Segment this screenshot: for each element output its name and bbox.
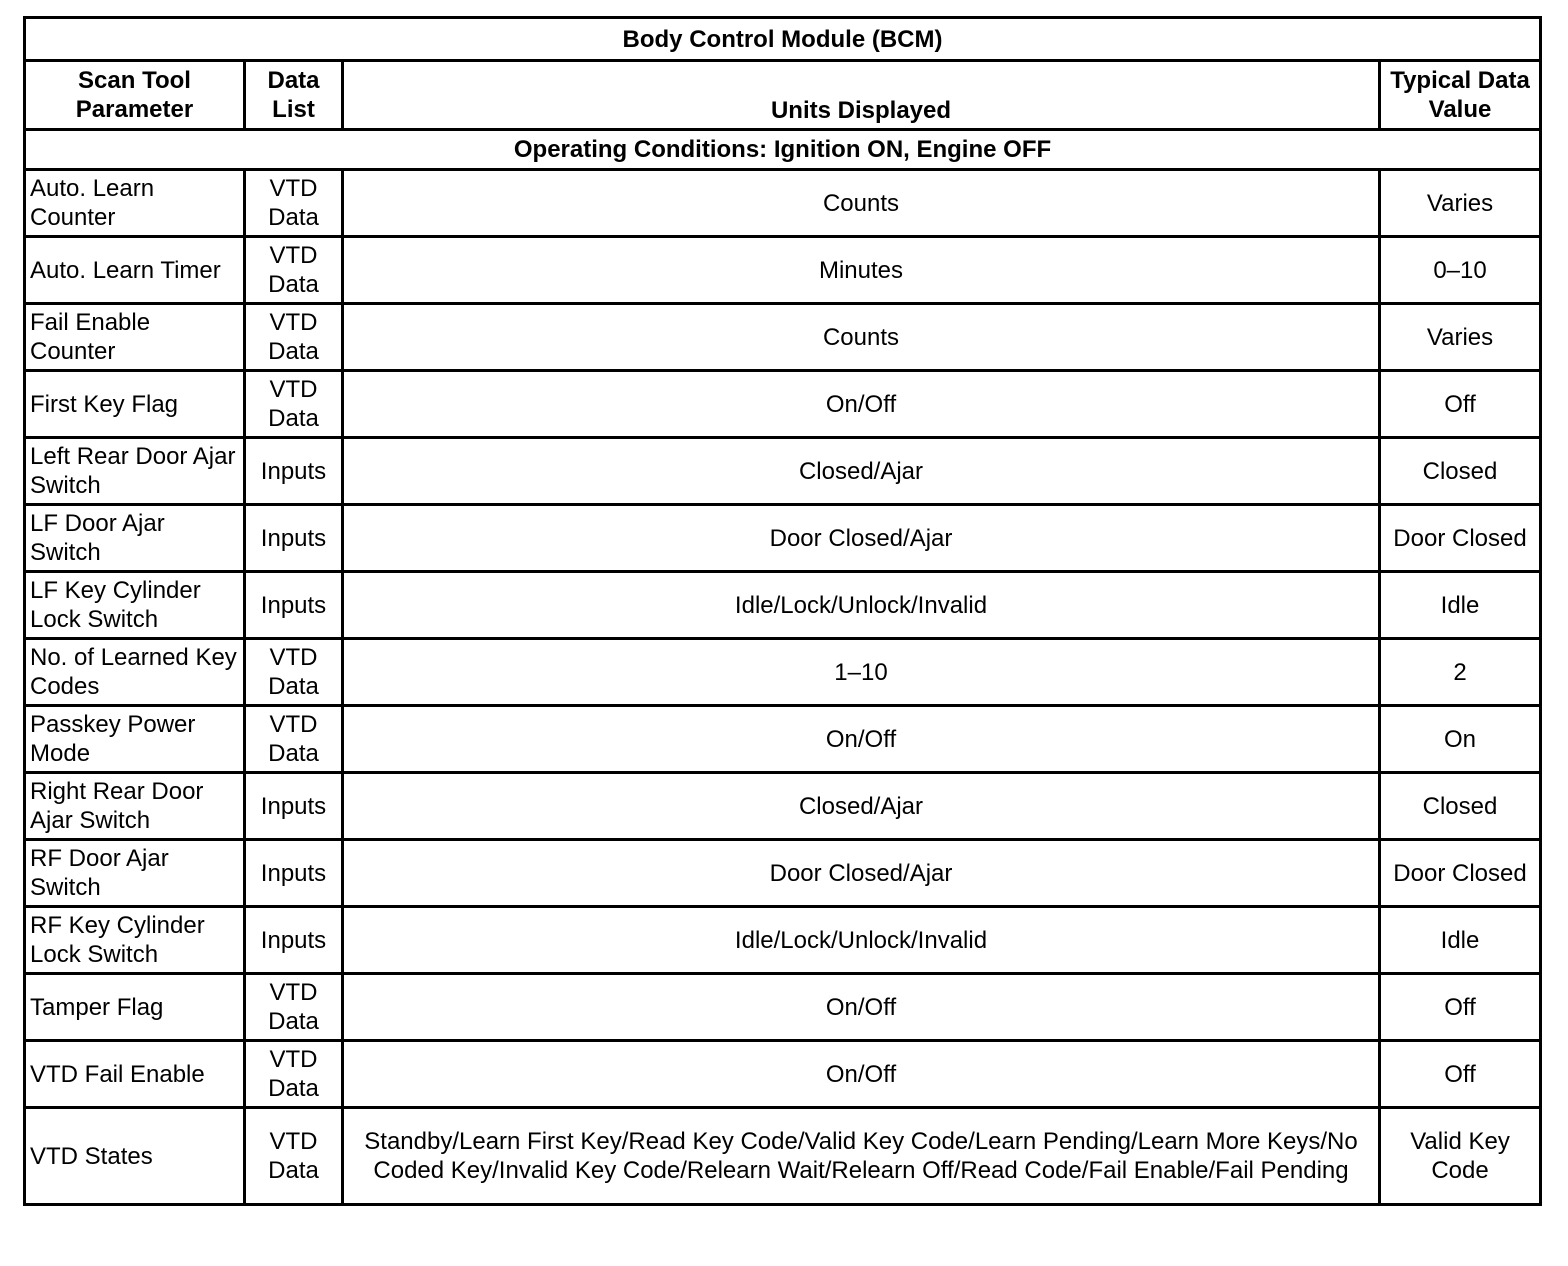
header-scan-tool-parameter: Scan Tool Parameter [25,61,245,130]
data-list-cell: VTD Data [245,371,343,438]
typical-value-cell: Off [1380,974,1541,1041]
units-displayed-cell: On/Off [343,974,1380,1041]
table-row [25,505,1541,572]
data-list-cell: Inputs [245,907,343,974]
units-displayed-cell: Standby/Learn First Key/Read Key Code/Valid Key Code/Learn Pending/Learn More Keys/No Coded Key/Invalid Key Code/Relearn Wait/Relearn Off/Read Code/Fail Enable/Fail Pending [343,1108,1380,1205]
data-list-cell: Inputs [245,773,343,840]
typical-value-cell: Idle [1380,572,1541,639]
parameter-cell: Auto. Learn Timer [25,237,245,304]
typical-value-cell: Varies [1380,304,1541,371]
units-displayed-cell: Door Closed/Ajar [343,505,1380,572]
table-row [25,773,1541,840]
units-displayed-cell: Minutes [343,237,1380,304]
table-row [25,170,1541,237]
parameter-cell: VTD States [25,1108,245,1205]
units-displayed-cell: Idle/Lock/Unlock/Invalid [343,907,1380,974]
header-units-displayed: Units Displayed [343,61,1380,130]
data-list-cell: Inputs [245,438,343,505]
typical-value-cell: Off [1380,1041,1541,1108]
data-list-cell: Inputs [245,572,343,639]
parameter-cell: Passkey Power Mode [25,706,245,773]
typical-value-cell: Off [1380,371,1541,438]
operating-conditions: Operating Conditions: Ignition ON, Engine OFF [25,130,1541,170]
typical-value-cell: Closed [1380,438,1541,505]
units-displayed-cell: 1–10 [343,639,1380,706]
table-row [25,974,1541,1041]
table-row [25,1108,1541,1205]
data-list-cell: VTD Data [245,170,343,237]
parameter-cell: LF Door Ajar Switch [25,505,245,572]
units-displayed-cell: Counts [343,170,1380,237]
data-list-cell: VTD Data [245,706,343,773]
typical-value-cell: 0–10 [1380,237,1541,304]
typical-value-cell: Door Closed [1380,840,1541,907]
table-title-row [25,18,1541,61]
parameter-cell: RF Key Cylinder Lock Switch [25,907,245,974]
table-row [25,706,1541,773]
parameter-cell: No. of Learned Key Codes [25,639,245,706]
parameter-cell: Auto. Learn Counter [25,170,245,237]
units-displayed-cell: Counts [343,304,1380,371]
table-row [25,1041,1541,1108]
typical-value-cell: Idle [1380,907,1541,974]
table-row [25,639,1541,706]
table-body [25,170,1541,1205]
typical-value-cell: 2 [1380,639,1541,706]
data-list-cell: Inputs [245,840,343,907]
typical-value-cell: Closed [1380,773,1541,840]
typical-value-cell: On [1380,706,1541,773]
table-row [25,237,1541,304]
units-displayed-cell: Door Closed/Ajar [343,840,1380,907]
parameter-cell: VTD Fail Enable [25,1041,245,1108]
parameter-cell: First Key Flag [25,371,245,438]
table-row [25,572,1541,639]
units-displayed-cell: On/Off [343,1041,1380,1108]
typical-value-cell: Door Closed [1380,505,1541,572]
parameter-cell: Tamper Flag [25,974,245,1041]
units-displayed-cell: Closed/Ajar [343,438,1380,505]
table-row [25,438,1541,505]
units-displayed-cell: On/Off [343,371,1380,438]
data-list-cell: Inputs [245,505,343,572]
units-displayed-cell: Closed/Ajar [343,773,1380,840]
typical-value-cell: Valid Key Code [1380,1108,1541,1205]
table-row [25,840,1541,907]
table-row [25,371,1541,438]
data-list-cell: VTD Data [245,974,343,1041]
units-displayed-cell: Idle/Lock/Unlock/Invalid [343,572,1380,639]
table-title: Body Control Module (BCM) [25,18,1541,61]
parameter-cell: LF Key Cylinder Lock Switch [25,572,245,639]
units-displayed-cell: On/Off [343,706,1380,773]
data-list-cell: VTD Data [245,1041,343,1108]
data-list-cell: VTD Data [245,1108,343,1205]
bcm-data-table [23,16,1542,1206]
header-data-list: Data List [245,61,343,130]
data-list-cell: VTD Data [245,304,343,371]
data-list-cell: VTD Data [245,639,343,706]
data-list-cell: VTD Data [245,237,343,304]
typical-value-cell: Varies [1380,170,1541,237]
table-row [25,907,1541,974]
table-row [25,304,1541,371]
table-header-row [25,61,1541,130]
parameter-cell: Right Rear Door Ajar Switch [25,773,245,840]
bcm-document [23,16,1539,1206]
parameter-cell: Fail Enable Counter [25,304,245,371]
parameter-cell: RF Door Ajar Switch [25,840,245,907]
operating-conditions-row [25,130,1541,170]
header-typical-data-value: Typical Data Value [1380,61,1541,130]
parameter-cell: Left Rear Door Ajar Switch [25,438,245,505]
